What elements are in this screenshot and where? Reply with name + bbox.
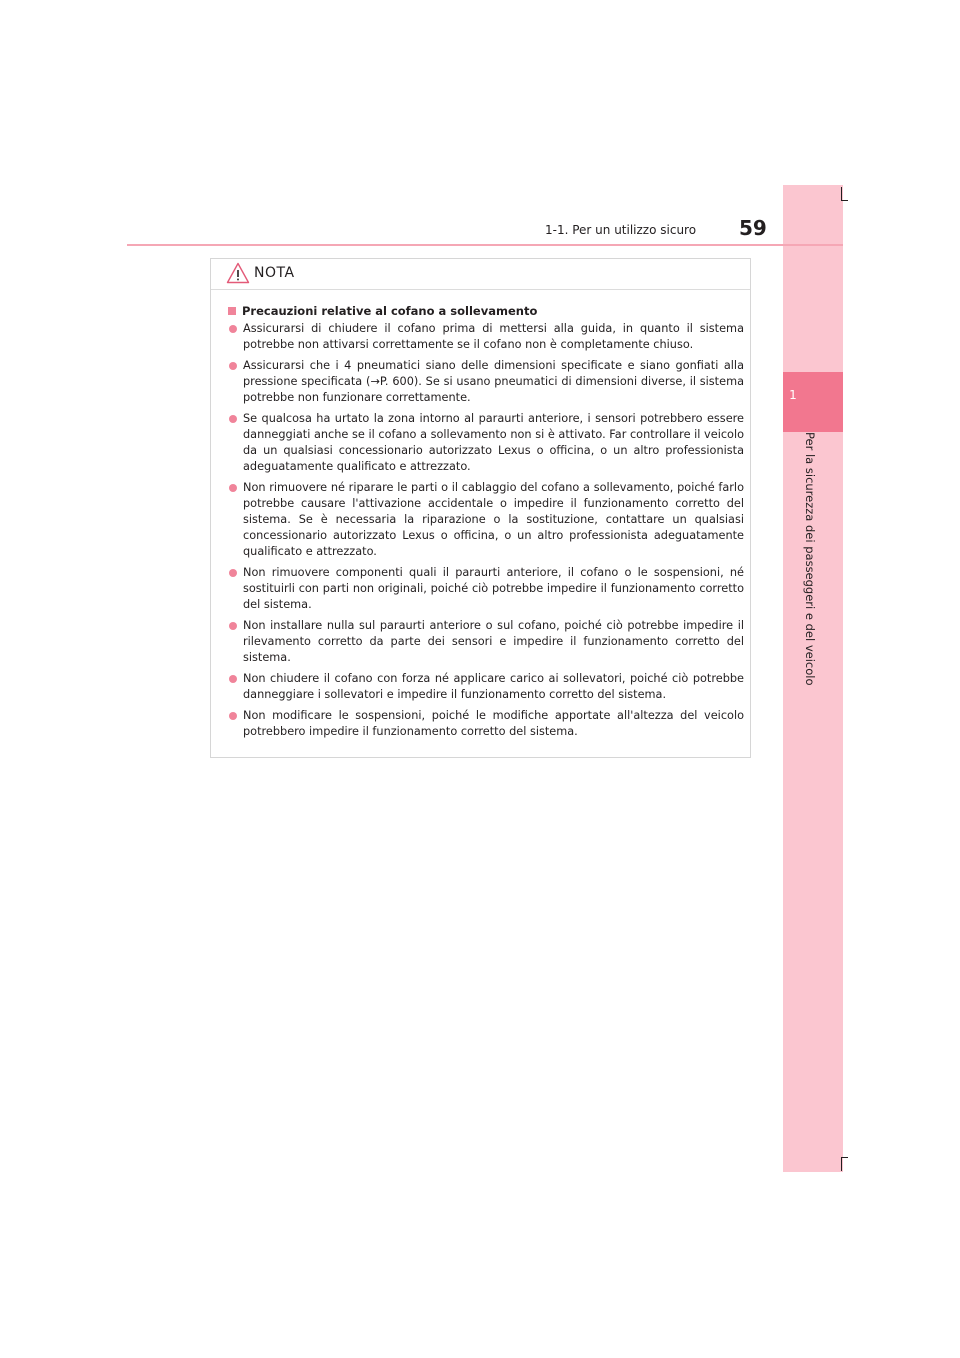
list-item: [228, 321, 744, 353]
crop-mark-bottom: [841, 1157, 842, 1171]
notice-subheading-text: Precauzioni relative al cofano a sollevamento: [242, 304, 538, 318]
chapter-tab: [783, 372, 843, 432]
list-item: [228, 565, 744, 613]
list-item-text: Se qualcosa ha urtato la zona intorno al paraurti anteriore, i sensori potrebbero essere danneggiati anche se il cofano a sollevamento non si è attivato. Far controllare il veicolo da un qualsiasi concessionario autorizzato Lexus o officina, o un altro professionista adeguatamente qualificato e attrezzato.: [243, 412, 744, 473]
header-rule: [127, 244, 843, 246]
notice-box: [210, 258, 751, 758]
bullet-icon: [229, 325, 237, 333]
notice-list: [228, 321, 744, 745]
crop-mark-top: [841, 187, 842, 201]
list-item-text: Non installare nulla sul paraurti anteriore o sul cofano, poiché ciò potrebbe impedire il rilevamento corretto da parte dei sensori e impedire il funzionamento corretto del sistema.: [243, 619, 744, 664]
list-item-text: Assicurarsi di chiudere il cofano prima di mettersi alla guida, in quanto il sistema potrebbe non attivarsi correttamente se il cofano non è completamente chiuso.: [243, 322, 744, 351]
notice-subheading: [228, 304, 537, 318]
notice-header: [211, 259, 750, 290]
crop-mark-bottom-foot: [841, 1157, 848, 1158]
bullet-icon: [229, 675, 237, 683]
list-item: [228, 618, 744, 666]
list-item: [228, 411, 744, 475]
list-item: [228, 480, 744, 560]
list-item-text: Non rimuovere componenti quali il paraurti anteriore, il cofano o le sospensioni, né sostituirli con parti non originali, poiché ciò potrebbe impedire il funzionamento corretto del sistema.: [243, 566, 744, 611]
list-item: [228, 358, 744, 406]
warning-triangle-icon: [226, 262, 250, 284]
list-item: [228, 671, 744, 703]
chapter-number: 1: [789, 388, 797, 402]
bullet-icon: [229, 415, 237, 423]
page-number: 59: [739, 216, 767, 240]
notice-title: NOTA: [254, 265, 295, 281]
bullet-icon: [229, 569, 237, 577]
square-bullet-icon: [228, 307, 236, 315]
bullet-icon: [229, 362, 237, 370]
list-item-text: Non rimuovere né riparare le parti o il cablaggio del cofano a sollevamento, poiché farlo potrebbe causare l'attivazione accidentale o impedire il funzionamento corretto del sistema. Se è necessaria la riparazione o la sostituzione, contattare un qualsiasi concessionario autorizzato Lexus o officina, o un altro professionista adeguatamente qualificato e attrezzato.: [243, 481, 744, 558]
bullet-icon: [229, 712, 237, 720]
chapter-label: Per la sicurezza dei passeggeri e del veicolo: [803, 432, 817, 686]
list-item-text: Non modificare le sospensioni, poiché le modifiche apportate all'altezza del veicolo potrebbero impedire il funzionamento corretto del sistema.: [243, 709, 744, 738]
bullet-icon: [229, 622, 237, 630]
list-item-text: Non chiudere il cofano con forza né applicare carico ai sollevatori, poiché ciò potrebbe danneggiare i sollevatori e impedire il funzionamento corretto del sistema.: [243, 672, 744, 701]
crop-mark-top-foot: [841, 200, 848, 201]
bullet-icon: [229, 484, 237, 492]
list-item: [228, 708, 744, 740]
list-item-text: Assicurarsi che i 4 pneumatici siano delle dimensioni specificate e siano gonfiati alla pressione specificata (→P. 600). Se si usano pneumatici di dimensioni diverse, il sistema potrebbe non funzionare correttamente.: [243, 359, 744, 404]
section-title: 1-1. Per un utilizzo sicuro: [545, 223, 697, 237]
